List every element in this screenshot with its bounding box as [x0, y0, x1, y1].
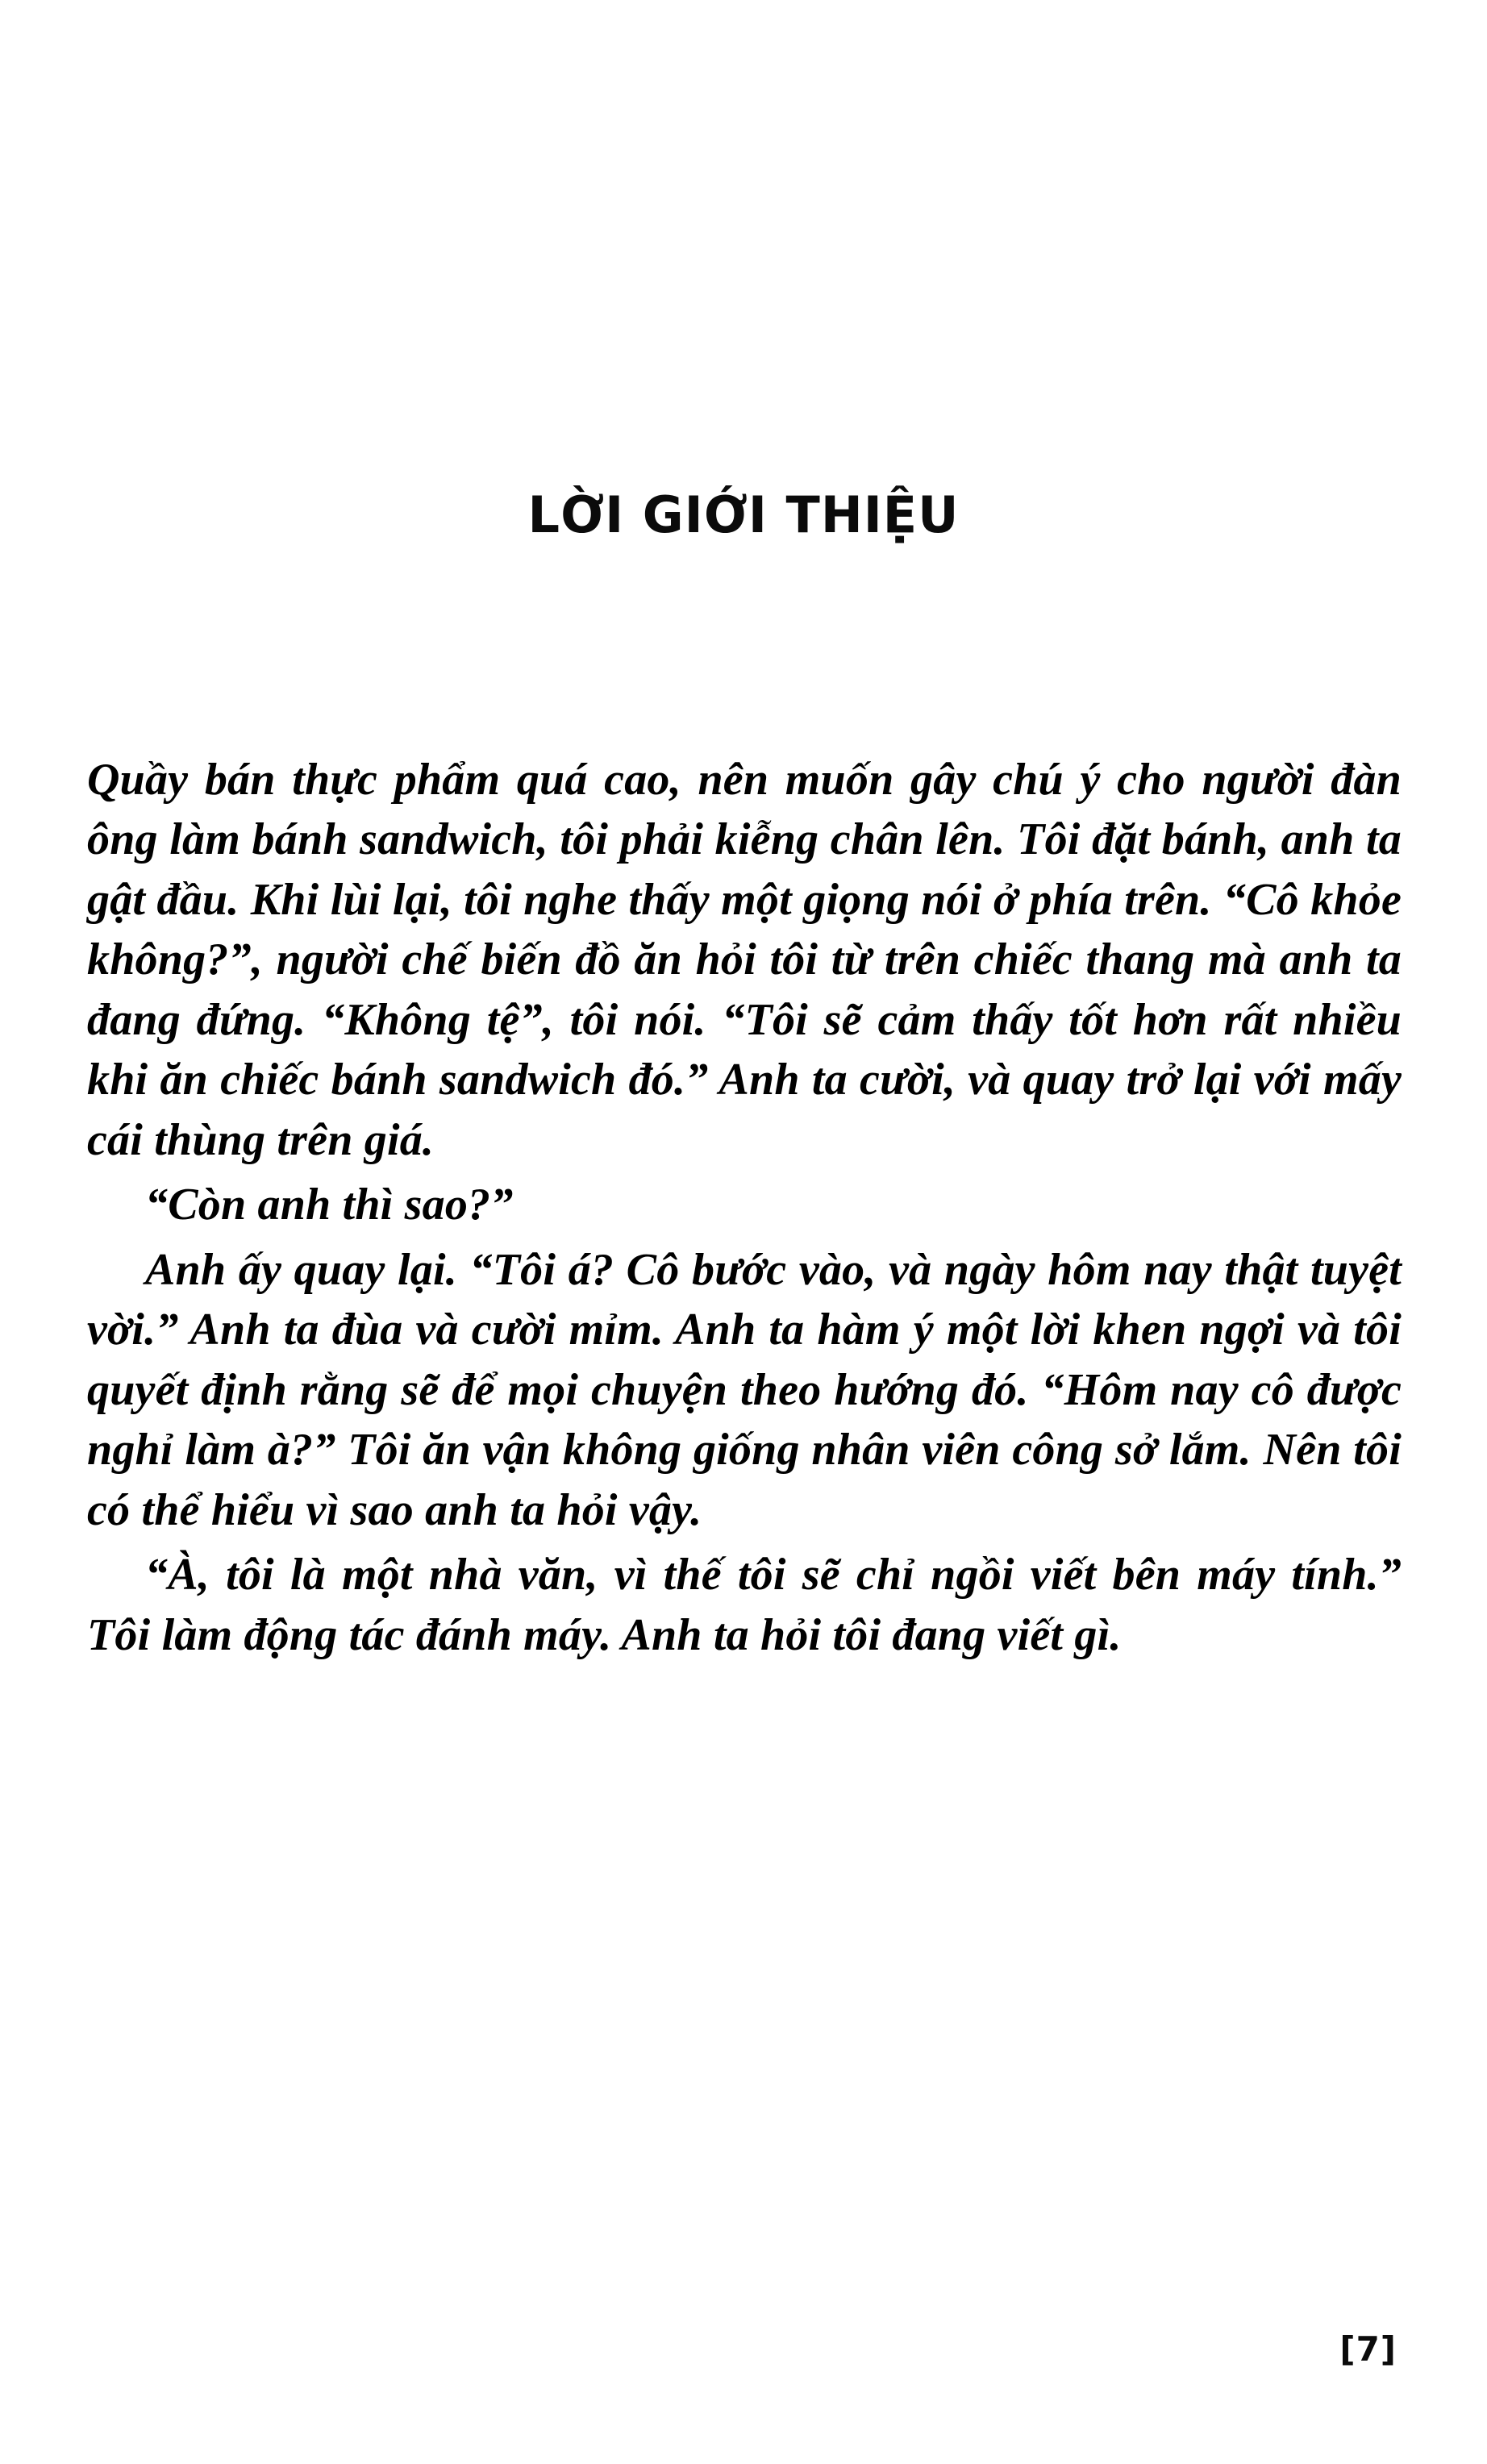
paragraph: “À, tôi là một nhà văn, vì thế tôi sẽ chỉ ngồi viết bên máy tính.” Tôi làm động tác đánh máy. Anh ta hỏi tôi đang viết gì. [87, 1550, 1402, 1660]
body-text [87, 750, 1402, 1665]
paragraph: Anh ấy quay lại. “Tôi á? Cô bước vào, và ngày hôm nay thật tuyệt vời.” Anh ta đùa và cười mỉm. Anh ta hàm ý một lời khen ngợi và tôi quyết định rằng sẽ để mọi chuyện theo hướng đó. “Hôm nay cô được nghỉ làm à?” Tôi ăn vận không giống nhân viên công sở lắm. Nên tôi có thể hiểu vì sao anh ta hỏi vậy. [87, 1244, 1402, 1535]
page-title: LỜI GIỚI THIỆU [527, 485, 960, 544]
paragraph: “Còn anh thì sao?” [145, 1180, 514, 1230]
page-number: [7] [1339, 2329, 1397, 2369]
paragraph: Quầy bán thực phẩm quá cao, nên muốn gây chú ý cho người đàn ông làm bánh sandwich, tôi phải kiễng chân lên. Tôi đặt bánh, anh ta gật đầu. Khi lùi lại, tôi nghe thấy một giọng nói ở phía trên. “Cô khỏe không?”, người chế biến đồ ăn hỏi tôi từ trên chiếc thang mà anh ta đang đứng. “Không tệ”, tôi nói. “Tôi sẽ cảm thấy tốt hơn rất nhiều khi ăn chiếc bánh sandwich đó.” Anh ta cười, và quay trở lại với mấy cái thùng trên giá. [87, 755, 1402, 1165]
